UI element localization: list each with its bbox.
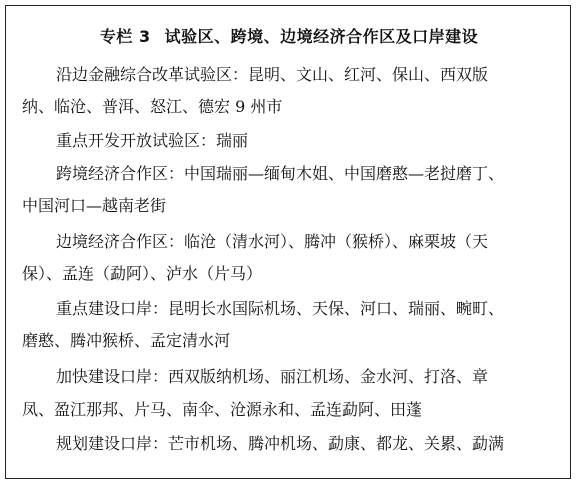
text-line-border-zone-cont: 保）、孟连（勐阿）、泸水（片马） xyxy=(22,264,263,283)
column-title-text: 试验区、跨境、边境经济合作区及口岸建设 xyxy=(164,27,479,46)
text-line-financial-reform-zone: 沿边金融综合改革试验区：昆明、文山、红河、保山、西双版 xyxy=(56,65,489,84)
column-number-label: 专栏 3 xyxy=(99,27,151,46)
text-line-cross-border-zone-cont: 中国河口—越南老街 xyxy=(22,196,167,215)
text-line-border-zone: 边境经济合作区：临沧（清水河）、腾冲（猴桥）、麻栗坡（天 xyxy=(56,232,489,251)
column-box-title xyxy=(0,27,578,47)
text-line-key-ports: 重点建设口岸：昆明长水国际机场、天保、河口、瑞丽、畹町、 xyxy=(56,299,505,318)
text-line-accelerated-ports: 加快建设口岸：西双版纳机场、丽江机场、金水河、打洛、章 xyxy=(56,367,489,386)
text-line-cross-border-zone: 跨境经济合作区：中国瑞丽—缅甸木姐、中国磨憨—老挝磨丁、 xyxy=(56,164,505,183)
text-line-planned-ports: 规划建设口岸：芒市机场、腾冲机场、勐康、都龙、关累、勐满 xyxy=(56,434,505,453)
text-line-key-pilot-zone: 重点开发开放试验区：瑞丽 xyxy=(56,131,249,150)
text-line-accelerated-ports-cont: 凤、盈江那邦、片马、南伞、沧源永和、孟连勐阿、田蓬 xyxy=(22,400,423,419)
text-line-financial-reform-zone-cont: 纳、临沧、普洱、怒江、德宏 9 州市 xyxy=(22,97,283,116)
text-line-key-ports-cont: 磨憨、腾冲猴桥、孟定清水河 xyxy=(22,331,231,350)
